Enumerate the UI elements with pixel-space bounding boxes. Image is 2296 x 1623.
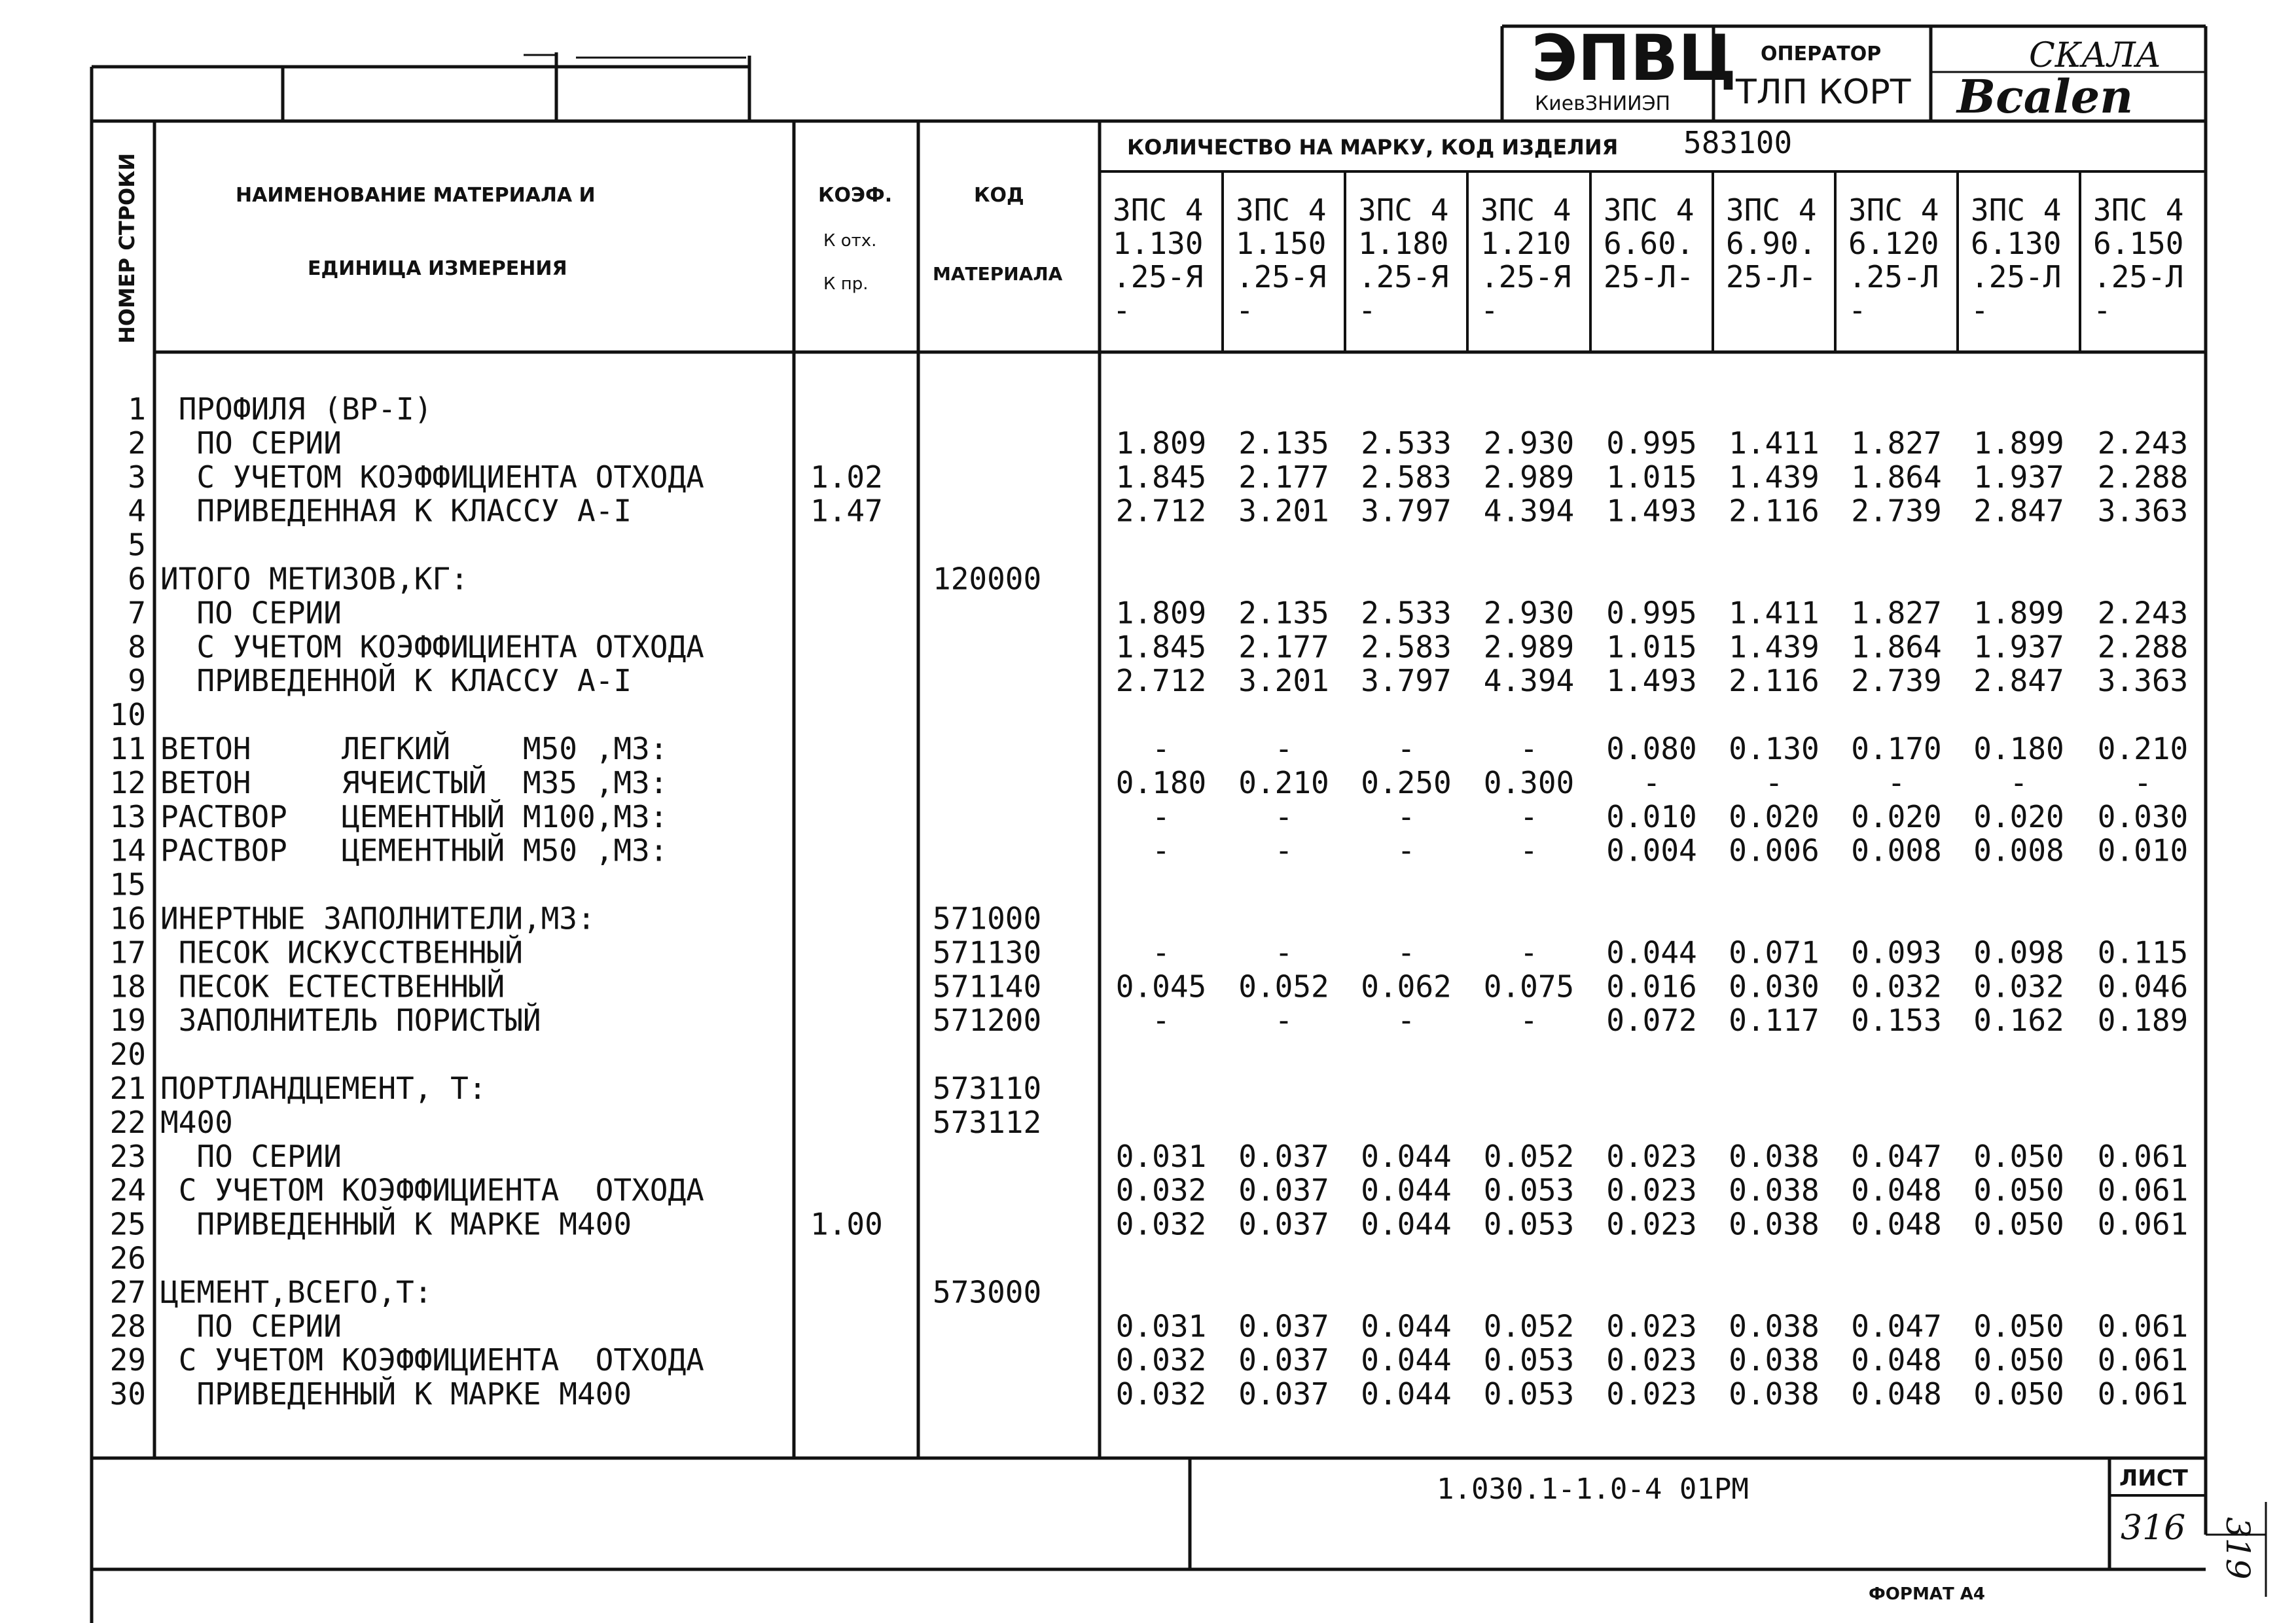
brand-header-line: .25-Я: [1236, 259, 1327, 294]
quantity-header: КОЛИЧЕСТВО НА МАРКУ, КОД ИЗДЕЛИЯ: [1127, 135, 1619, 160]
operator-label: ОПЕРАТОР: [1761, 43, 1882, 65]
quantity-cell: 2.989: [1483, 629, 1575, 665]
quantity-cell: 0.016: [1606, 969, 1697, 1005]
coefficient-value: 1.00: [810, 1206, 883, 1242]
row-number: 23: [109, 1138, 146, 1174]
quantity-cell: 2.739: [1851, 663, 1942, 699]
quantity-cell: 1.845: [1115, 459, 1207, 495]
system-name: СКАЛА: [2029, 36, 2162, 75]
quantity-cell: 0.115: [2097, 935, 2189, 971]
brand-header-line: ЗПС 4: [1480, 192, 1571, 228]
quantity-cell: 0.004: [1606, 832, 1697, 868]
quantity-cell: 2.116: [1729, 493, 1820, 529]
quantity-cell: 0.048: [1851, 1376, 1942, 1412]
quantity-cell: 0.048: [1851, 1342, 1942, 1378]
quantity-cell: 0.061: [2097, 1172, 2189, 1208]
quantity-cell: -: [1152, 731, 1170, 766]
code-header-line2: МАТЕРИАЛА: [933, 263, 1063, 285]
quantity-cell: 0.180: [1973, 731, 2064, 766]
quantity-cell: 4.394: [1483, 493, 1575, 529]
row-number: 1: [128, 391, 146, 427]
quantity-cell: 0.061: [2097, 1308, 2189, 1344]
quantity-cell: 2.533: [1361, 595, 1452, 631]
document-code: 1.030.1-1.0-4 01РМ: [1437, 1472, 1749, 1506]
name-header-line2: ЕДИНИЦА ИЗМЕРЕНИЯ: [308, 257, 567, 280]
row-number: 12: [109, 764, 146, 800]
row-number: 10: [109, 697, 146, 733]
quantity-cell: 0.170: [1851, 731, 1942, 766]
quantity-cell: 2.177: [1238, 629, 1329, 665]
quantity-cell: 0.031: [1115, 1308, 1207, 1344]
coefficients: [810, 459, 883, 1242]
coefficient-value: 1.02: [810, 459, 883, 495]
material-code: 571000: [933, 901, 1042, 936]
row-numbers: [110, 391, 146, 1412]
quantity-cell: 0.045: [1115, 969, 1207, 1005]
quantity-cell: 1.899: [1973, 595, 2064, 631]
material-name: ПРОФИЛЯ (ВР-I): [160, 391, 433, 427]
brand-header-line: -: [1848, 293, 1867, 328]
material-name: М400: [160, 1104, 233, 1140]
brand-header-line: ЗПС 4: [1604, 192, 1695, 228]
brand-header-line: ЗПС 4: [1971, 192, 2062, 228]
quantity-cell: 1.493: [1606, 493, 1697, 529]
quantity-cell: -: [1520, 798, 1538, 834]
row-number: 13: [109, 798, 146, 834]
quantity-cell: -: [1520, 935, 1538, 971]
row-number: 22: [109, 1104, 146, 1140]
quantity-cell: -: [1642, 764, 1661, 800]
quantity-cell: 0.037: [1238, 1376, 1329, 1412]
quantity-cell: 0.031: [1115, 1138, 1207, 1174]
quantity-cell: -: [1520, 1003, 1538, 1039]
quantity-cell: 0.038: [1729, 1308, 1820, 1344]
quantity-cell: 0.050: [1973, 1172, 2064, 1208]
material-name: ПРИВЕДЕННОЙ К КЛАССУ А-I: [160, 663, 632, 699]
quantity-cell: 0.037: [1238, 1172, 1329, 1208]
row-number: 17: [109, 935, 146, 971]
quantity-cell: -: [1397, 832, 1416, 868]
quantity-cell: -: [2009, 764, 2028, 800]
quantity-cell: 1.864: [1851, 629, 1942, 665]
quantity-cell: 1.827: [1851, 425, 1942, 461]
quantity-cell: 3.201: [1238, 493, 1329, 529]
row-number: 19: [109, 1003, 146, 1039]
quantity-cell: 2.712: [1115, 493, 1207, 529]
brand-header-line: ЗПС 4: [2093, 192, 2184, 228]
quantity-cell: 0.044: [1361, 1308, 1452, 1344]
row-number: 14: [109, 832, 146, 868]
quantity-cell: 0.050: [1973, 1138, 2064, 1174]
row-number: 21: [109, 1071, 146, 1106]
brand-header-line: 6.120: [1848, 226, 1939, 261]
material-code: 571130: [933, 935, 1042, 971]
quantity-cell: 0.052: [1483, 1308, 1575, 1344]
quantity-cell: 0.189: [2097, 1003, 2189, 1039]
org-subtitle: КиевЗНИИЭП: [1535, 92, 1671, 115]
quantity-cell: 2.712: [1115, 663, 1207, 699]
quantity-cell: 0.153: [1851, 1003, 1942, 1039]
row-number: 6: [128, 561, 146, 597]
quantity-cell: 0.052: [1238, 969, 1329, 1005]
quantity-cell: 0.046: [2097, 969, 2189, 1005]
material-name: ВЕТОН ЯЧЕИСТЫЙ М35 ,М3:: [160, 764, 668, 800]
quantity-cell: 3.363: [2097, 663, 2189, 699]
material-name: С УЧЕТОМ КОЭФФИЦИЕНТА ОТХОДА: [160, 1172, 704, 1208]
quantity-cell: 0.050: [1973, 1376, 2064, 1412]
quantity-cell: 2.288: [2097, 459, 2189, 495]
quantity-cell: 2.930: [1483, 595, 1575, 631]
material-codes: [933, 562, 1041, 1310]
brand-header-line: .25-Я: [1358, 259, 1449, 294]
code-header-line1: КОД: [974, 184, 1024, 207]
quantity-cell: 0.023: [1606, 1206, 1697, 1242]
quantity-cell: -: [1274, 935, 1293, 971]
quantity-cell: 0.032: [1851, 969, 1942, 1005]
quantity-cell: 0.300: [1483, 764, 1575, 800]
quantity-cell: 0.020: [1729, 798, 1820, 834]
quantity-cell: 0.010: [2097, 832, 2189, 868]
quantity-cell: 0.098: [1973, 935, 2064, 971]
material-name: ИТОГО МЕТИЗОВ,КГ:: [160, 561, 469, 597]
org-code: ЭПВЦ: [1532, 22, 1737, 95]
row-number: 5: [128, 527, 146, 563]
material-code: 573110: [933, 1071, 1042, 1106]
material-code: 573112: [933, 1104, 1042, 1140]
quantity-cell: 2.135: [1238, 595, 1329, 631]
row-number: 20: [109, 1037, 146, 1073]
material-names: [160, 391, 704, 1412]
quantity-cell: 2.533: [1361, 425, 1452, 461]
quantity-cell: -: [1274, 731, 1293, 766]
row-number: 3: [128, 459, 146, 495]
quantity-cell: 0.037: [1238, 1138, 1329, 1174]
brand-header-line: 25-Л-: [1726, 259, 1817, 294]
quantity-cell: 0.162: [1973, 1003, 2064, 1039]
quantity-cell: 1.493: [1606, 663, 1697, 699]
quantity-cell: 0.995: [1606, 425, 1697, 461]
quantity-values: [1116, 425, 2188, 1412]
quantity-cell: 0.050: [1973, 1342, 2064, 1378]
quantity-cell: 0.038: [1729, 1376, 1820, 1412]
material-name: ПРИВЕДЕННАЯ К КЛАССУ А-I: [160, 493, 632, 529]
material-code: 120000: [933, 561, 1042, 597]
quantity-cell: 2.116: [1729, 663, 1820, 699]
name-header-line1: НАИМЕНОВАНИЕ МАТЕРИАЛА И: [236, 184, 596, 207]
coef-header-line1: КОЭФ.: [818, 184, 893, 207]
quantity-cell: 1.864: [1851, 459, 1942, 495]
quantity-cell: 3.201: [1238, 663, 1329, 699]
coef-header-line3: К пр.: [823, 274, 869, 294]
quantity-cell: 1.439: [1729, 459, 1820, 495]
quantity-cell: 0.037: [1238, 1342, 1329, 1378]
quantity-cell: 2.847: [1973, 663, 2064, 699]
row-number: 9: [128, 663, 146, 699]
quantity-cell: -: [1397, 731, 1416, 766]
quantity-cell: -: [1274, 832, 1293, 868]
quantity-cell: 0.050: [1973, 1206, 2064, 1242]
quantity-cell: 0.052: [1483, 1138, 1575, 1174]
quantity-cell: 0.044: [1361, 1172, 1452, 1208]
quantity-cell: 1.937: [1973, 629, 2064, 665]
material-name: ПО СЕРИИ: [160, 1308, 342, 1344]
row-number: 26: [109, 1240, 146, 1276]
quantity-cell: 2.739: [1851, 493, 1942, 529]
row-number: 16: [109, 901, 146, 936]
quantity-cell: 0.032: [1115, 1172, 1207, 1208]
quantity-cell: 0.061: [2097, 1138, 2189, 1174]
row-number: 8: [128, 629, 146, 665]
brand-header-line: ЗПС 4: [1113, 192, 1204, 228]
quantity-cell: 0.030: [2097, 798, 2189, 834]
quantity-cell: 0.080: [1606, 731, 1697, 766]
material-name: ЦЕМЕНТ,ВСЕГО,Т:: [160, 1274, 433, 1310]
quantity-cell: 0.053: [1483, 1376, 1575, 1412]
brand-header-line: 1.130: [1113, 226, 1204, 261]
operator-value: ТЛП КОРТ: [1736, 73, 1911, 112]
quantity-cell: 4.394: [1483, 663, 1575, 699]
quantity-cell: -: [1520, 731, 1538, 766]
quantity-cell: 2.847: [1973, 493, 2064, 529]
quantity-cell: 0.023: [1606, 1308, 1697, 1344]
material-name: ПЕСОК ЕСТЕСТВЕННЫЙ: [160, 969, 505, 1005]
row-number: 25: [109, 1206, 146, 1242]
brand-header-line: .25-Я: [1480, 259, 1571, 294]
quantity-cell: 0.047: [1851, 1138, 1942, 1174]
quantity-cell: 0.044: [1361, 1342, 1452, 1378]
quantity-cell: 0.023: [1606, 1342, 1697, 1378]
quantity-cell: 2.243: [2097, 425, 2189, 461]
row-number: 15: [109, 866, 146, 902]
quantity-cell: -: [1152, 935, 1170, 971]
quantity-cell: 0.038: [1729, 1138, 1820, 1174]
quantity-cell: 0.032: [1115, 1206, 1207, 1242]
quantity-cell: -: [1274, 1003, 1293, 1039]
quantity-cell: 1.015: [1606, 459, 1697, 495]
row-number: 29: [109, 1342, 146, 1378]
material-code: 571200: [933, 1003, 1042, 1039]
brand-header-line: -: [1113, 293, 1131, 328]
quantity-cell: 1.411: [1729, 425, 1820, 461]
quantity-cell: -: [1887, 764, 1906, 800]
quantity-cell: 0.030: [1729, 969, 1820, 1005]
brand-header-line: ЗПС 4: [1358, 192, 1449, 228]
brand-header-line: 6.130: [1971, 226, 2062, 261]
material-code: 573000: [933, 1274, 1042, 1310]
brand-header-line: ЗПС 4: [1236, 192, 1327, 228]
row-number: 11: [109, 731, 146, 766]
brand-header-line: 6.150: [2093, 226, 2184, 261]
quantity-cell: -: [1152, 832, 1170, 868]
quantity-cell: 0.032: [1115, 1376, 1207, 1412]
quantity-cell: 0.075: [1483, 969, 1575, 1005]
row-number-header: НОМЕР СТРОКИ: [115, 152, 139, 344]
quantity-cell: 2.583: [1361, 629, 1452, 665]
quantity-cell: 0.020: [1851, 798, 1942, 834]
material-name: ИНЕРТНЫЕ ЗАПОЛНИТЕЛИ,М3:: [160, 901, 596, 936]
quantity-cell: -: [1397, 1003, 1416, 1039]
format-label: ФОРМАТ А4: [1869, 1584, 1985, 1604]
quantity-cell: 2.583: [1361, 459, 1452, 495]
quantity-cell: 0.010: [1606, 798, 1697, 834]
material-name: ЗАПОЛНИТЕЛЬ ПОРИСТЫЙ: [160, 1003, 541, 1039]
quantity-cell: 0.250: [1361, 764, 1452, 800]
quantity-cell: 1.827: [1851, 595, 1942, 631]
brand-header-line: 6.90.: [1726, 226, 1817, 261]
quantity-cell: 3.797: [1361, 493, 1452, 529]
row-number: 28: [109, 1308, 146, 1344]
quantity-cell: 0.037: [1238, 1308, 1329, 1344]
quantity-cell: 0.044: [1606, 935, 1697, 971]
material-name: С УЧЕТОМ КОЭФФИЦИЕНТА ОТХОДА: [160, 629, 704, 665]
quantity-cell: 0.023: [1606, 1138, 1697, 1174]
material-name: С УЧЕТОМ КОЭФФИЦИЕНТА ОТХОДА: [160, 459, 704, 495]
quantity-cell: 0.044: [1361, 1376, 1452, 1412]
material-name: С УЧЕТОМ КОЭФФИЦИЕНТА ОТХОДА: [160, 1342, 704, 1378]
material-name: ПО СЕРИИ: [160, 1138, 342, 1174]
quantity-cell: 0.061: [2097, 1342, 2189, 1378]
quantity-cell: 0.048: [1851, 1172, 1942, 1208]
quantity-cell: 0.044: [1361, 1206, 1452, 1242]
quantity-cell: 0.180: [1115, 764, 1207, 800]
quantity-cell: 0.995: [1606, 595, 1697, 631]
quantity-cell: 0.044: [1361, 1138, 1452, 1174]
row-number: 7: [128, 595, 146, 631]
quantity-cell: 0.048: [1851, 1206, 1942, 1242]
side-number: 319: [2219, 1517, 2257, 1580]
brand-header-line: .25-Я: [1113, 259, 1204, 294]
quantity-cell: 0.037: [1238, 1206, 1329, 1242]
quantity-cell: 1.845: [1115, 629, 1207, 665]
quantity-cell: 0.053: [1483, 1206, 1575, 1242]
quantity-cell: 2.243: [2097, 595, 2189, 631]
row-number: 4: [128, 493, 146, 529]
quantity-cell: 1.439: [1729, 629, 1820, 665]
quantity-cell: 1.015: [1606, 629, 1697, 665]
quantity-cell: 2.288: [2097, 629, 2189, 665]
quantity-cell: 2.135: [1238, 425, 1329, 461]
quantity-cell: 0.008: [1851, 832, 1942, 868]
row-number: 18: [109, 969, 146, 1005]
brand-header-line: 1.210: [1480, 226, 1571, 261]
material-name: ПРИВЕДЕННЫЙ К МАРКЕ М400: [160, 1376, 632, 1412]
quantity-cell: 0.050: [1973, 1308, 2064, 1344]
material-name: ВЕТОН ЛЕГКИЙ М50 ,М3:: [160, 731, 668, 766]
quantity-cell: 1.899: [1973, 425, 2064, 461]
quantity-cell: -: [2134, 764, 2152, 800]
material-name: ПОРТЛАНДЦЕМЕНТ, Т:: [160, 1071, 487, 1106]
quantity-cell: 2.930: [1483, 425, 1575, 461]
material-name: ПРИВЕДЕННЫЙ К МАРКЕ М400: [160, 1206, 632, 1242]
coef-header-line2: К отх.: [823, 231, 877, 251]
brand-header-line: .25-Л: [1848, 259, 1939, 294]
brand-header-line: ЗПС 4: [1726, 192, 1817, 228]
brand-header-line: 25-Л-: [1604, 259, 1695, 294]
quantity-cell: 1.937: [1973, 459, 2064, 495]
quantity-cell: 3.363: [2097, 493, 2189, 529]
quantity-cell: 0.061: [2097, 1206, 2189, 1242]
brand-header-line: .25-Л: [2093, 259, 2184, 294]
brand-header-line: -: [1236, 293, 1254, 328]
brand-header-line: -: [1480, 293, 1499, 328]
quantity-cell: 0.032: [1973, 969, 2064, 1005]
quantity-cell: 0.061: [2097, 1376, 2189, 1412]
material-name: ПО СЕРИИ: [160, 595, 342, 631]
quantity-cell: 0.038: [1729, 1342, 1820, 1378]
row-number: 24: [109, 1172, 146, 1208]
quantity-cell: 0.053: [1483, 1342, 1575, 1378]
material-name: РАСТВОР ЦЕМЕНТНЫЙ М50 ,М3:: [160, 832, 668, 868]
signature: Bcalen: [1957, 69, 2134, 124]
quantity-cell: 0.038: [1729, 1206, 1820, 1242]
brand-header-line: 1.150: [1236, 226, 1327, 261]
brand-header-line: -: [1358, 293, 1376, 328]
quantity-cell: -: [1152, 798, 1170, 834]
quantity-cell: 2.177: [1238, 459, 1329, 495]
material-name: ПО СЕРИИ: [160, 425, 342, 461]
row-number: 2: [128, 425, 146, 461]
quantity-cell: 0.062: [1361, 969, 1452, 1005]
quantity-cell: 0.023: [1606, 1172, 1697, 1208]
row-number: 30: [109, 1376, 146, 1412]
quantity-cell: -: [1152, 1003, 1170, 1039]
quantity-cell: 0.023: [1606, 1376, 1697, 1412]
material-name: ПЕСОК ИСКУССТВЕННЫЙ: [160, 935, 523, 971]
quantity-cell: 0.047: [1851, 1308, 1942, 1344]
brand-header-line: 1.180: [1358, 226, 1449, 261]
quantity-cell: 1.809: [1115, 425, 1207, 461]
quantity-cell: 1.411: [1729, 595, 1820, 631]
brand-header-line: .25-Л: [1971, 259, 2062, 294]
material-name: РАСТВОР ЦЕМЕНТНЫЙ М100,М3:: [160, 798, 668, 834]
quantity-cell: 0.038: [1729, 1172, 1820, 1208]
brand-header-line: ЗПС 4: [1848, 192, 1939, 228]
sheet-label: ЛИСТ: [2119, 1465, 2188, 1491]
quantity-cell: 0.072: [1606, 1003, 1697, 1039]
quantity-cell: 0.053: [1483, 1172, 1575, 1208]
quantity-cell: 0.093: [1851, 935, 1942, 971]
quantity-cell: 0.117: [1729, 1003, 1820, 1039]
quantity-cell: 0.006: [1729, 832, 1820, 868]
quantity-cell: 0.020: [1973, 798, 2064, 834]
quantity-cell: -: [1274, 798, 1293, 834]
material-code: 571140: [933, 969, 1042, 1005]
quantity-cell: 2.989: [1483, 459, 1575, 495]
quantity-cell: 0.210: [2097, 731, 2189, 766]
quantity-cell: 0.210: [1238, 764, 1329, 800]
quantity-cell: 3.797: [1361, 663, 1452, 699]
brand-header-line: 6.60.: [1604, 226, 1695, 261]
quantity-cell: 0.071: [1729, 935, 1820, 971]
quantity-cell: 0.032: [1115, 1342, 1207, 1378]
quantity-cell: 0.130: [1729, 731, 1820, 766]
brand-header-line: -: [2093, 293, 2111, 328]
quantity-cell: 1.809: [1115, 595, 1207, 631]
brand-headers: [1113, 192, 2183, 328]
quantity-cell: -: [1520, 832, 1538, 868]
row-number: 27: [109, 1274, 146, 1310]
brand-header-line: -: [1971, 293, 1989, 328]
product-code: 583100: [1683, 125, 1793, 160]
sheet-number: 316: [2121, 1508, 2186, 1548]
quantity-cell: 0.008: [1973, 832, 2064, 868]
coefficient-value: 1.47: [810, 493, 883, 529]
quantity-cell: -: [1397, 935, 1416, 971]
quantity-cell: -: [1765, 764, 1784, 800]
quantity-cell: -: [1397, 798, 1416, 834]
